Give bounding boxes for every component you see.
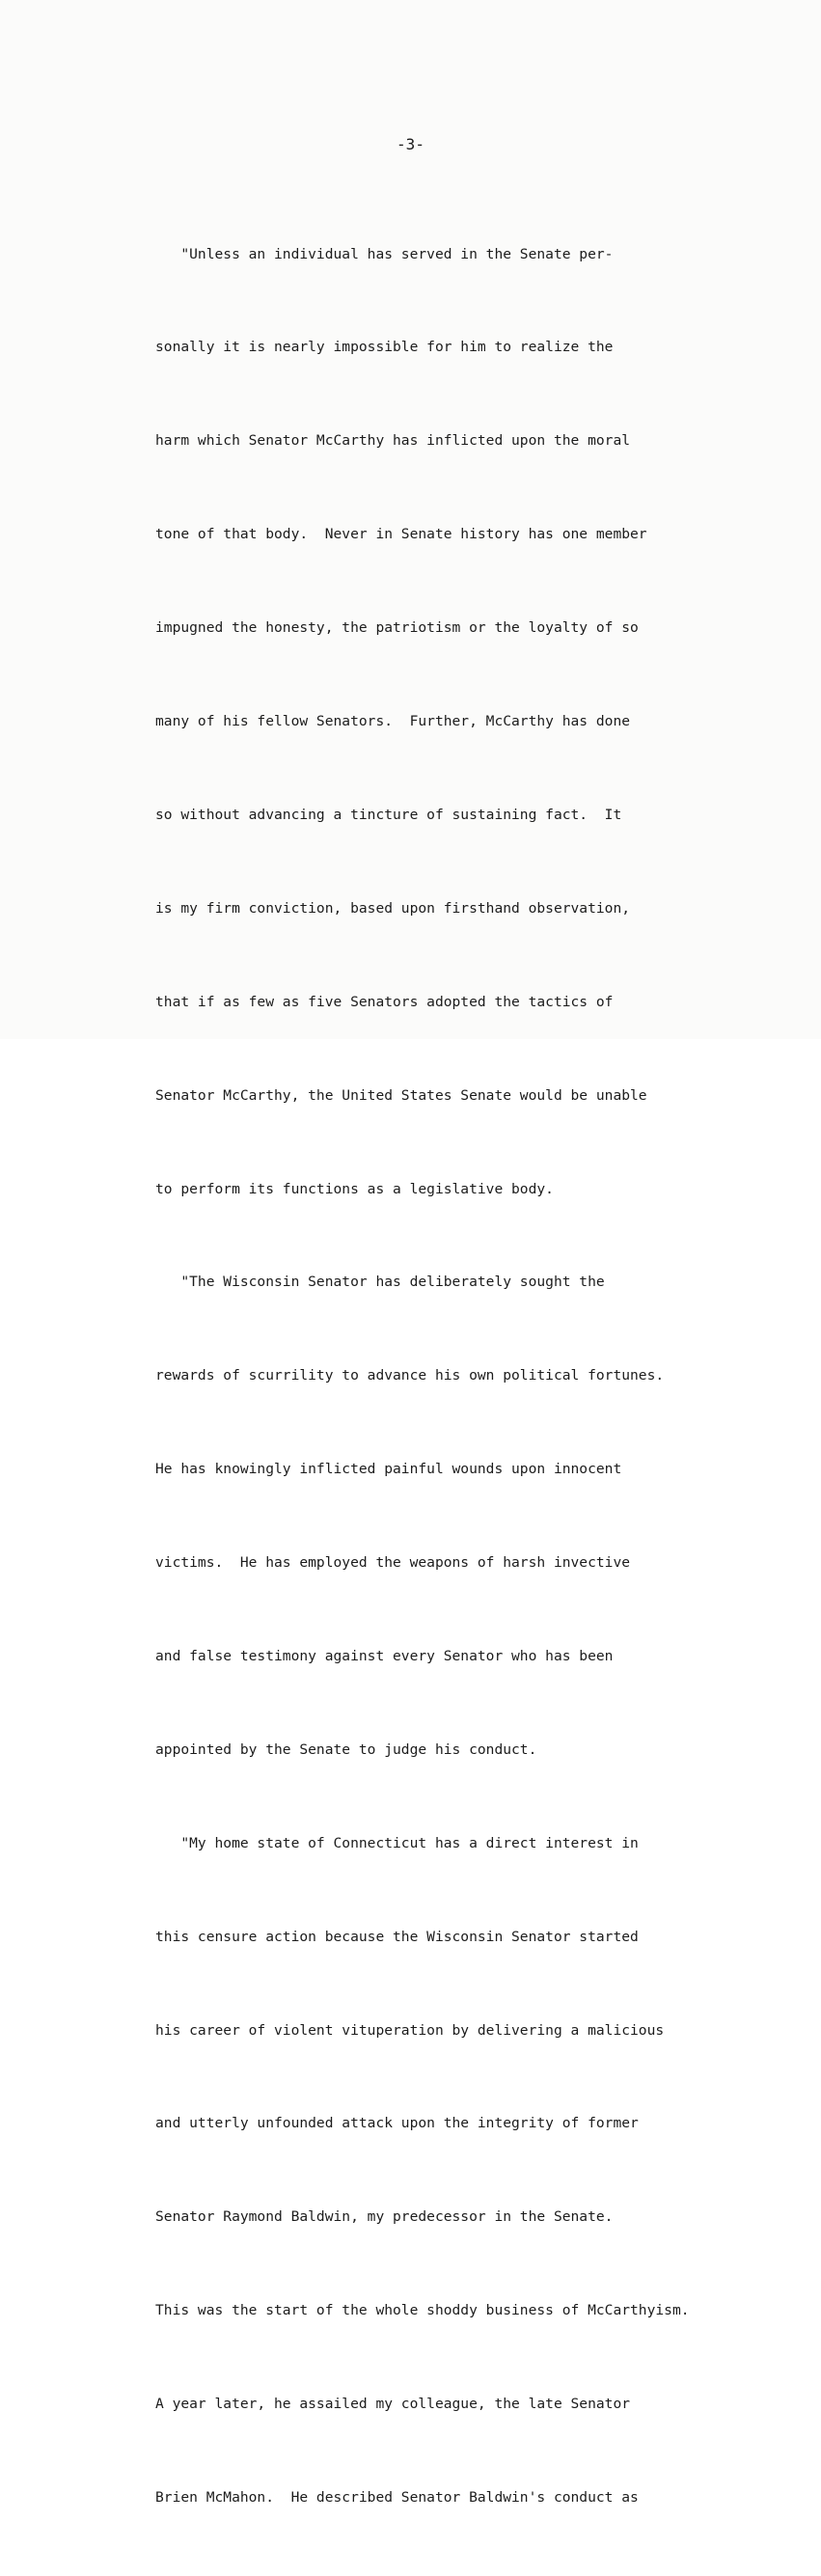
text-line: this censure action because the Wisconsin Senator started: [155, 1928, 639, 1945]
page-number: -3-: [397, 135, 424, 153]
text-line: This was the start of the whole shoddy business of McCarthyism.: [155, 2302, 690, 2319]
text-line: tone of that body. Never in Senate history has one member: [155, 526, 647, 543]
text-line: Brien McMahon. He described Senator Baldwin's conduct as: [155, 2488, 639, 2506]
text-line: Senator McCarthy, the United States Senate would be unable: [155, 1086, 647, 1104]
text-line: that if as few as five Senators adopted the tactics of: [155, 993, 614, 1010]
text-line: is my firm conviction, based upon firsthand observation,: [155, 899, 631, 917]
text-line: and false testimony against every Senator who has been: [155, 1647, 614, 1664]
text-line: rewards of scurrility to advance his own political fortunes.: [155, 1367, 665, 1384]
text-line: so without advancing a tincture of sustaining fact. It: [155, 806, 622, 823]
text-line: many of his fellow Senators. Further, McCarthy has done: [155, 713, 631, 730]
text-line: to perform its functions as a legislative body.: [155, 1180, 554, 1197]
text-line: appointed by the Senate to judge his conduct.: [155, 1740, 537, 1758]
text-line: "Unless an individual has served in the Senate per-: [155, 245, 614, 262]
text-line: and utterly unfounded attack upon the integrity of former: [155, 2115, 639, 2132]
text-line: his career of violent vituperation by delivering a malicious: [155, 2021, 665, 2039]
text-line: Senator Raymond Baldwin, my predecessor in the Senate.: [155, 2208, 614, 2226]
text-line: victims. He has employed the weapons of harsh invective: [155, 1554, 631, 1572]
text-line: harm which Senator McCarthy has inflicted upon the moral: [155, 432, 631, 450]
text-line: "The Wisconsin Senator has deliberately sought the: [155, 1274, 605, 1291]
text-line: A year later, he assailed my colleague, the late Senator: [155, 2396, 631, 2413]
text-line: He has knowingly inflicted painful wounds upon innocent: [155, 1461, 622, 1478]
text-line: "My home state of Connecticut has a direct interest in: [155, 1834, 639, 1851]
text-line: sonally it is nearly impossible for him to realize the: [155, 339, 614, 356]
body-text: [155, 177, 773, 2576]
text-line: impugned the honesty, the patriotism or the loyalty of so: [155, 619, 639, 637]
